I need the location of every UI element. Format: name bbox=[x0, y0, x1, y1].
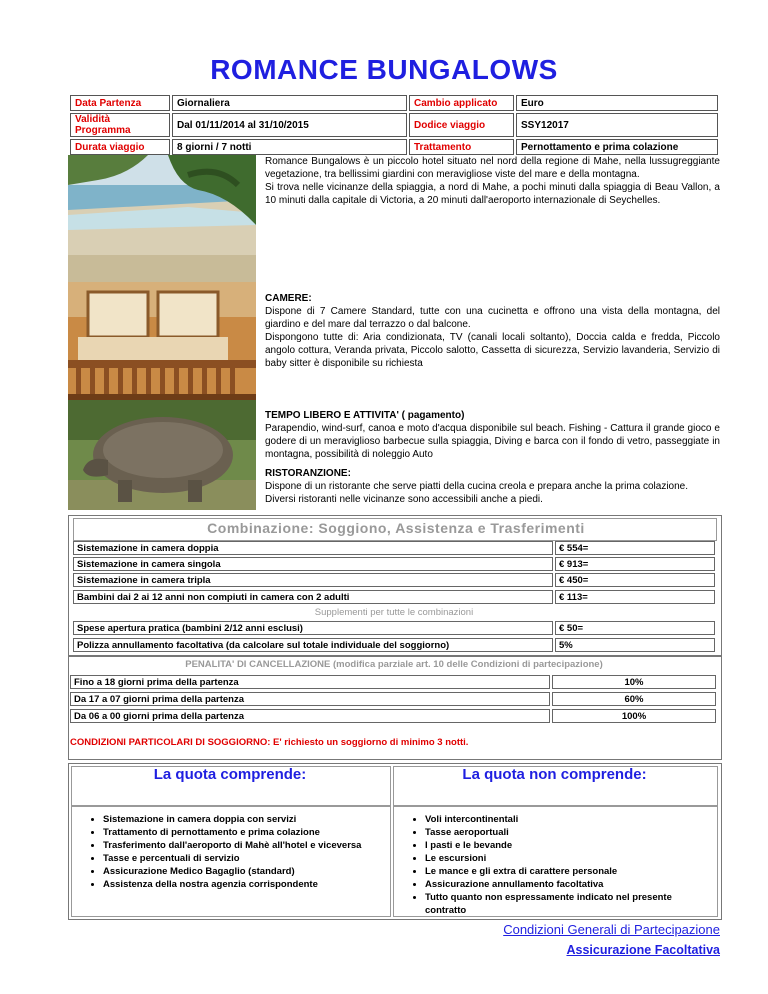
penalita-row-label: Fino a 18 giorni prima della partenza bbox=[70, 675, 550, 689]
data-partenza-value: Giornaliera bbox=[172, 95, 407, 111]
list-item: • Trasferimento dall'aeroporto di Mahè all'hotel e viceversa bbox=[103, 839, 385, 852]
data-partenza-label: Data Partenza bbox=[70, 95, 170, 111]
list-item: • Assicurazione Medico Bagaglio (standard) bbox=[103, 865, 385, 878]
penalita-title bbox=[73, 658, 715, 672]
list-item: • Le escursioni bbox=[425, 852, 712, 865]
intro-paragraph-2: Si trova nelle vicinanze della spiaggia, a nord di Mahe, a pochi minuti dalla spiaggia di Beau Vallon, a 10 minuti dalla capitale di Victoria, a 20 minuti dall'aeroporto internazionale di Seychelles. bbox=[265, 182, 720, 206]
validita-label: Validità Programma bbox=[70, 113, 170, 137]
list-item: • Tasse e percentuali di servizio bbox=[103, 852, 385, 865]
ristoranzione-title: RISTORANZIONE: bbox=[265, 468, 351, 479]
penalita-row-label: Da 06 a 00 giorni prima della partenza bbox=[70, 709, 550, 723]
info-table bbox=[68, 93, 720, 157]
tempo-libero-title: TEMPO LIBERO E ATTIVITA' ( pagamento) bbox=[265, 410, 465, 421]
list-item: • Voli intercontinentali bbox=[425, 813, 712, 826]
cambio-label: Cambio applicato bbox=[409, 95, 514, 111]
comprende-list bbox=[85, 813, 385, 891]
penalita-title-sub: (modifica parziale art. 10 delle Condizioni di partecipazione) bbox=[330, 659, 603, 670]
supplementi-title: Supplementi per tutte le combinazioni bbox=[314, 607, 474, 618]
list-item: • Trattamento di pernottamento e prima colazione bbox=[103, 826, 385, 839]
camere-paragraph-1: Dispone di 7 Camere Standard, tutte con una cucinetta e offrono una vista della montagna, del giardino e del mare dal terrazzo o dal balcone. bbox=[265, 306, 720, 330]
durata-value: 8 giorni / 7 notti bbox=[172, 139, 407, 155]
validita-value: Dal 01/11/2014 al 31/10/2015 bbox=[172, 113, 407, 137]
list-item: • Tutto quanto non espressamente indicato nel presente contratto bbox=[425, 891, 712, 917]
intro-text bbox=[265, 155, 720, 207]
camere-title: CAMERE: bbox=[265, 293, 312, 304]
tempo-libero-section bbox=[265, 409, 720, 461]
penalita-row-value: 10% bbox=[552, 675, 716, 689]
non-comprende-list bbox=[407, 813, 712, 917]
supplemento-label: Spese apertura pratica (bambini 2/12 anni esclusi) bbox=[73, 621, 553, 635]
condizioni-generali-link[interactable]: Condizioni Generali di Partecipazione bbox=[503, 922, 720, 937]
list-item: • Sistemazione in camera doppia con servizi bbox=[103, 813, 385, 826]
page-title: ROMANCE BUNGALOWS bbox=[210, 54, 558, 85]
comb-row-price: € 113= bbox=[555, 590, 715, 604]
list-item: • I pasti e le bevande bbox=[425, 839, 712, 852]
supplemento-price: € 50= bbox=[555, 621, 715, 635]
penalita-row-value: 60% bbox=[552, 692, 716, 706]
list-item: • Le mance e gli extra di carattere personale bbox=[425, 865, 712, 878]
comb-row-label: Bambini dai 2 ai 12 anni non compiuti in camera con 2 adulti bbox=[73, 590, 553, 604]
supplemento-price: 5% bbox=[555, 638, 715, 652]
durata-label: Durata viaggio bbox=[70, 139, 170, 155]
penalita-title-main: PENALITA' DI CANCELLAZIONE bbox=[185, 659, 331, 670]
list-item: • Tasse aeroportuali bbox=[425, 826, 712, 839]
ristoranzione-paragraph-1: Dispone di un ristorante che serve piatti della cucina creola e prepara anche la prima colazione. bbox=[265, 481, 689, 492]
camere-section bbox=[265, 292, 720, 370]
camere-paragraph-2: Dispongono tutte di: Aria condizionata, TV (canali locali soltanto), Doccia calda e fredda, Piccolo angolo cottura, Veranda privata, Piccolo salotto, Cassetta di sicurezza, Servizio lavanderia, Servizio di baby sitter è disponibile su richiesta bbox=[265, 332, 720, 369]
comb-row-label: Sistemazione in camera doppia bbox=[73, 541, 553, 555]
intro-paragraph-1: Romance Bungalows è un piccolo hotel situato nel nord della regione di Mahe, nella lussugreggiante vegetazione, tra bellissimi giardini con meravigliose viste del mare e della montagna. bbox=[265, 156, 720, 180]
list-item: • Assicurazione annullamento facoltativa bbox=[425, 878, 712, 891]
beach-photo bbox=[68, 155, 256, 283]
trattamento-value: Pernottamento e prima colazione bbox=[516, 139, 718, 155]
tortoise-photo bbox=[68, 400, 256, 510]
codice-value: SSY12017 bbox=[516, 113, 718, 137]
penalita-row-label: Da 17 a 07 giorni prima della partenza bbox=[70, 692, 550, 706]
codice-label: Dodice viaggio bbox=[409, 113, 514, 137]
comprende-title: La quota comprende: bbox=[153, 766, 307, 783]
ristoranzione-paragraph-2: Diversi ristoranti nelle vicinanze sono accessibili anche a piedi. bbox=[265, 494, 543, 505]
penalita-row-value: 100% bbox=[552, 709, 716, 723]
comb-row-label: Sistemazione in camera tripla bbox=[73, 573, 553, 587]
list-item: • Assistenza della nostra agenzia corrispondente bbox=[103, 878, 385, 891]
supplemento-label: Polizza annullamento facoltativa (da calcolare sul totale individuale del soggiorno) bbox=[73, 638, 553, 652]
comb-row-label: Sistemazione in camera singola bbox=[73, 557, 553, 571]
assicurazione-facoltativa-link[interactable]: Assicurazione Facoltativa bbox=[566, 943, 720, 957]
comb-row-price: € 913= bbox=[555, 557, 715, 571]
tempo-libero-text: Parapendio, wind-surf, canoa e moto d'acqua disponibile sul beach. Fishing - Cattura il grande gioco e godere di un meraviglioso barbecue sulla spiaggia, Diving e barca con il fondo di vetro, passeggiate in montagna, possibilità di noleggio Auto bbox=[265, 423, 720, 460]
room-photo bbox=[68, 282, 256, 402]
condizioni-particolari: CONDIZIONI PARTICOLARI DI SOGGIORNO: E' richiesto un soggiorno di minimo 3 notti. bbox=[70, 737, 469, 748]
cambio-value: Euro bbox=[516, 95, 718, 111]
trattamento-label: Trattamento bbox=[409, 139, 514, 155]
comb-row-price: € 450= bbox=[555, 573, 715, 587]
non-comprende-title: La quota non comprende: bbox=[462, 766, 647, 783]
comb-row-price: € 554= bbox=[555, 541, 715, 555]
ristoranzione-section bbox=[265, 467, 720, 506]
combinazione-title: Combinazione: Soggiono, Assistenza e Trasferimenti bbox=[207, 520, 585, 536]
